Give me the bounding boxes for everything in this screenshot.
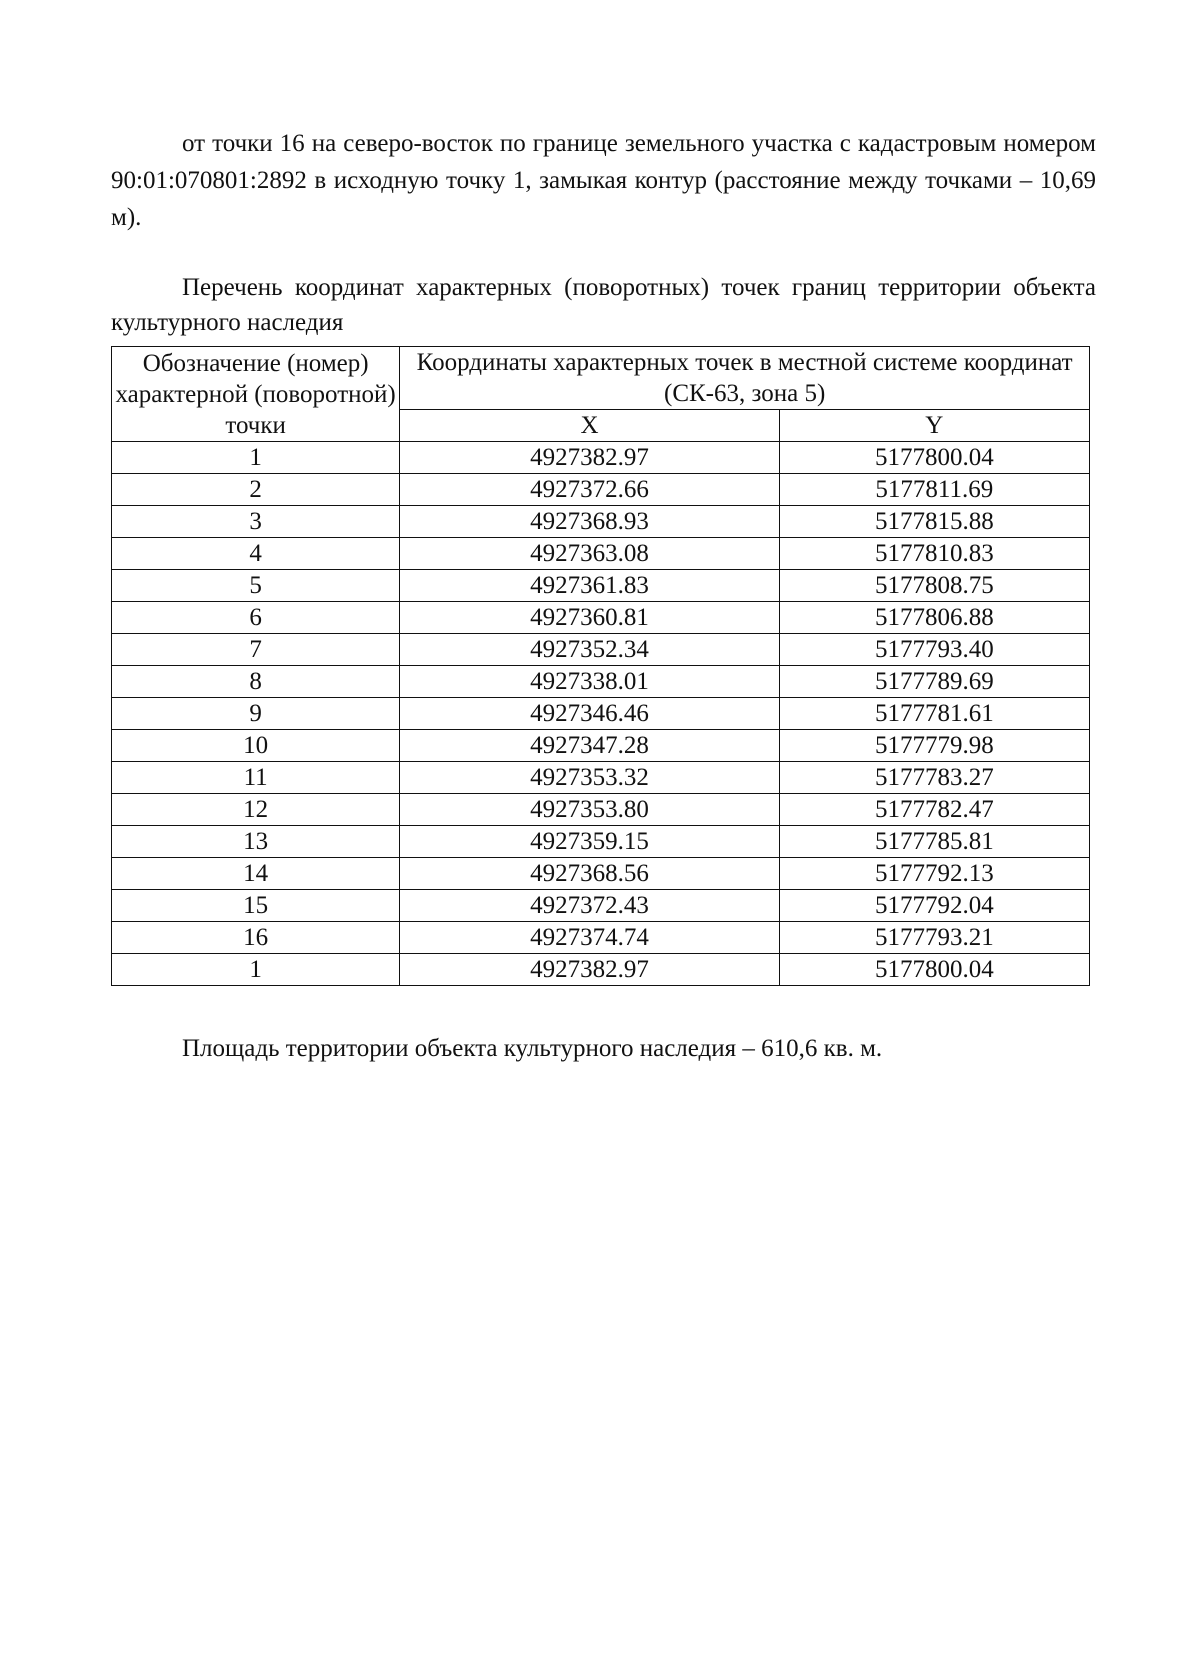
x-coordinate: 4927368.93 — [400, 506, 779, 538]
x-coordinate: 4927338.01 — [400, 666, 779, 698]
table-row — [112, 570, 1090, 602]
y-coordinate: 5177800.04 — [779, 954, 1089, 986]
point-number: 5 — [112, 570, 400, 602]
point-number: 4 — [112, 538, 400, 570]
point-number: 1 — [112, 442, 400, 474]
header-y: Y — [779, 410, 1089, 442]
point-number: 8 — [112, 666, 400, 698]
x-coordinate: 4927372.43 — [400, 890, 779, 922]
table-caption: Перечень координат характерных (поворотных) точек границ территории объекта культурного наследия — [111, 274, 1096, 336]
header-coordinates: Координаты характерных точек в местной системе координат (СК-63, зона 5) — [400, 347, 1090, 410]
x-coordinate: 4927382.97 — [400, 442, 779, 474]
y-coordinate: 5177793.40 — [779, 634, 1089, 666]
point-number: 12 — [112, 794, 400, 826]
y-coordinate: 5177792.13 — [779, 858, 1089, 890]
table-row — [112, 698, 1090, 730]
header-x: X — [400, 410, 779, 442]
table-row — [112, 506, 1090, 538]
table-row — [112, 666, 1090, 698]
y-coordinate: 5177783.27 — [779, 762, 1089, 794]
point-number: 13 — [112, 826, 400, 858]
x-coordinate: 4927368.56 — [400, 858, 779, 890]
table-row — [112, 730, 1090, 762]
y-coordinate: 5177810.83 — [779, 538, 1089, 570]
point-number: 7 — [112, 634, 400, 666]
point-number: 1 — [112, 954, 400, 986]
point-number: 15 — [112, 890, 400, 922]
table-row — [112, 890, 1090, 922]
table-row — [112, 826, 1090, 858]
y-coordinate: 5177808.75 — [779, 570, 1089, 602]
table-row — [112, 922, 1090, 954]
x-coordinate: 4927347.28 — [400, 730, 779, 762]
area-statement: Площадь территории объекта культурного наследия – 610,6 кв. м. — [182, 1035, 883, 1062]
table-row — [112, 954, 1090, 986]
x-coordinate: 4927374.74 — [400, 922, 779, 954]
y-coordinate: 5177800.04 — [779, 442, 1089, 474]
table-row — [112, 602, 1090, 634]
table-row — [112, 794, 1090, 826]
y-coordinate: 5177806.88 — [779, 602, 1089, 634]
table-row — [112, 634, 1090, 666]
point-number: 10 — [112, 730, 400, 762]
point-number: 9 — [112, 698, 400, 730]
y-coordinate: 5177793.21 — [779, 922, 1089, 954]
point-number: 6 — [112, 602, 400, 634]
x-coordinate: 4927372.66 — [400, 474, 779, 506]
x-coordinate: 4927382.97 — [400, 954, 779, 986]
y-coordinate: 5177815.88 — [779, 506, 1089, 538]
point-number: 14 — [112, 858, 400, 890]
y-coordinate: 5177785.81 — [779, 826, 1089, 858]
y-coordinate: 5177792.04 — [779, 890, 1089, 922]
header-point-designation: Обозначение (номер) характерной (поворотной) точки — [112, 347, 400, 442]
table-row — [112, 858, 1090, 890]
table-header-row — [112, 347, 1090, 410]
x-coordinate: 4927346.46 — [400, 698, 779, 730]
table-row — [112, 538, 1090, 570]
y-coordinate: 5177779.98 — [779, 730, 1089, 762]
x-coordinate: 4927353.80 — [400, 794, 779, 826]
x-coordinate: 4927359.15 — [400, 826, 779, 858]
point-number: 11 — [112, 762, 400, 794]
y-coordinate: 5177782.47 — [779, 794, 1089, 826]
x-coordinate: 4927363.08 — [400, 538, 779, 570]
boundary-description-paragraph: от точки 16 на северо-восток по границе земельного участка с кадастровым номером 90:01:070801:2892 в исходную точку 1, замыкая контур (расстояние между точками – 10,69 м). — [111, 130, 1096, 231]
table-row — [112, 474, 1090, 506]
y-coordinate: 5177789.69 — [779, 666, 1089, 698]
x-coordinate: 4927353.32 — [400, 762, 779, 794]
x-coordinate: 4927361.83 — [400, 570, 779, 602]
point-number: 3 — [112, 506, 400, 538]
table-row — [112, 762, 1090, 794]
point-number: 16 — [112, 922, 400, 954]
coordinates-table — [111, 346, 1090, 986]
point-number: 2 — [112, 474, 400, 506]
y-coordinate: 5177781.61 — [779, 698, 1089, 730]
x-coordinate: 4927360.81 — [400, 602, 779, 634]
y-coordinate: 5177811.69 — [779, 474, 1089, 506]
x-coordinate: 4927352.34 — [400, 634, 779, 666]
table-row — [112, 442, 1090, 474]
